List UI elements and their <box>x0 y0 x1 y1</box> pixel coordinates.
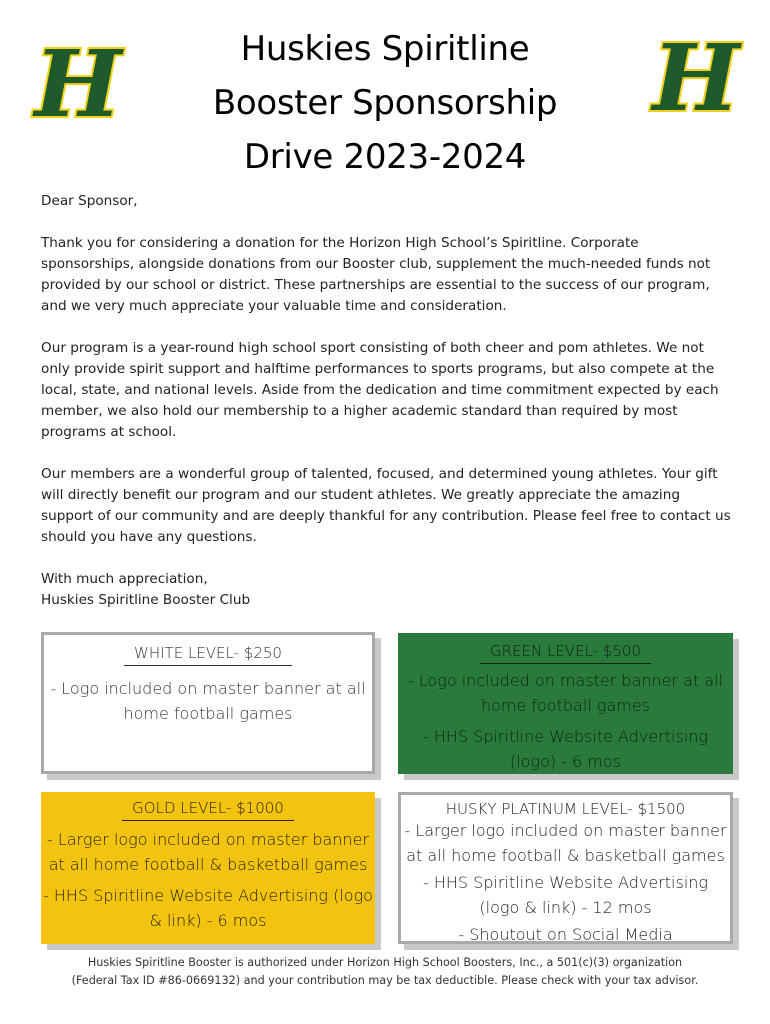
husky-platinum-level-box <box>398 792 733 944</box>
footer-line-2: (Federal Tax ID #86-0669132) and your contribution may be tax deductible. Please check with your tax advisor. <box>71 974 699 987</box>
white-level-box <box>41 632 375 774</box>
footer-line-1: Huskies Spiritline Booster is authorized under Horizon High School Boosters, Inc., a 501(c)(3) organization <box>87 956 683 969</box>
salutation: Dear Sponsor, <box>41 193 138 209</box>
title-line-2: Booster Sponsorship <box>212 83 558 123</box>
letter-paragraph-3: Our members are a wonderful group of talented, focused, and determined young athletes. Your gift will directly benefit our program and our student athletes. We greatly appreciate the amazing support of our community and are deeply thankful for any contribution. Please feel free to contact us should you have any questions. <box>41 466 731 545</box>
h-monogram-icon <box>28 36 128 136</box>
level-title: WHITE LEVEL- $250 <box>124 644 292 666</box>
signature: Huskies Spiritline Booster Club <box>41 592 251 608</box>
h-monogram-icon <box>646 30 746 130</box>
level-benefit: - Logo included on master banner at all home football games <box>50 679 366 723</box>
level-benefit: - HHS Spiritline Website Advertising (logo & link) - 6 mos <box>43 886 373 930</box>
level-benefit: - Larger logo included on master banner at all home football & basketball games <box>404 821 727 865</box>
page-title <box>160 22 610 184</box>
letter-paragraph-1: Thank you for considering a donation for the Horizon High School’s Spiritline. Corporate sponsorships, alongside donations from our Booster club, supplement the much-needed funds not provided by our school or district. These partnerships are essential to the success of our program, and we very much appreciate your valuable time and consideration. <box>41 235 711 314</box>
green-level-box <box>398 633 733 774</box>
level-benefit: - Shoutout on Social Media <box>458 925 673 944</box>
tax-disclaimer <box>60 954 710 990</box>
logo-letter: H <box>34 36 122 136</box>
level-title: GOLD LEVEL- $1000 <box>122 799 294 821</box>
logo-letter: H <box>652 30 740 130</box>
letter-paragraph-2: Our program is a year-round high school sport consisting of both cheer and pom athletes. We not only provide spirit support and halftime performances to sports programs, but also compete at the local, state, and national levels. Aside from the dedication and time commitment expected by each member, we also hold our membership to a higher academic standard than required by most programs at school. <box>41 340 719 440</box>
level-benefit: - HHS Spiritline Website Advertising (logo & link) - 12 mos <box>423 873 708 917</box>
closing: With much appreciation, <box>41 571 208 587</box>
title-line-1: Huskies Spiritline <box>240 29 530 69</box>
gold-level-box <box>41 792 375 944</box>
level-title: HUSKY PLATINUM LEVEL- $1500 <box>445 800 686 818</box>
h-monogram-logo-left <box>28 36 128 136</box>
level-title: GREEN LEVEL- $500 <box>480 642 651 664</box>
sponsor-letter <box>41 191 731 611</box>
level-benefit: - Logo included on master banner at all home football games <box>407 671 724 715</box>
level-benefit: - HHS Spiritline Website Advertising (logo) - 6 mos <box>423 727 708 771</box>
title-line-3: Drive 2023-2024 <box>243 137 527 177</box>
h-monogram-logo-right <box>646 30 746 130</box>
level-benefit: - Larger logo included on master banner at all home football & basketball games <box>46 830 370 874</box>
